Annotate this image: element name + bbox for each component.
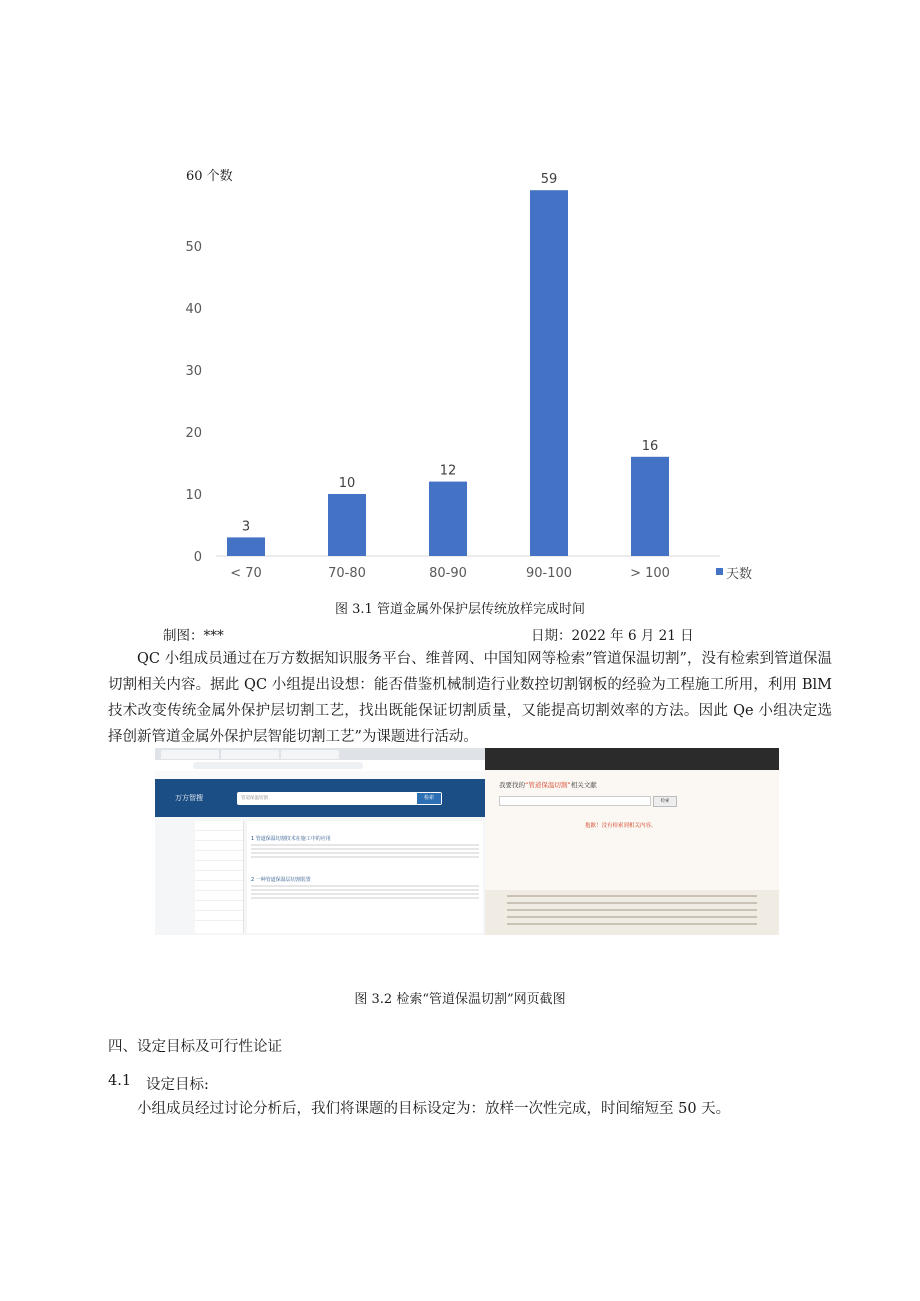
figure-caption-2: 图 3.2 检索“管道保温切割”网页截图 <box>354 992 566 1007</box>
figure-caption-1: 图 3.1 管道金属外保护层传统放样完成时间 <box>335 602 585 617</box>
y-tick-label: 0 <box>193 550 202 565</box>
url-field <box>193 762 363 769</box>
search-field <box>499 796 651 806</box>
figure-date: 日期：2022 年 6 月 21 日 <box>531 628 694 644</box>
search-screenshot <box>155 748 779 935</box>
x-category-label: 90-100 <box>525 566 573 581</box>
y-tick-label: 30 <box>185 364 202 379</box>
subsection-number: 4.1 <box>108 1073 132 1089</box>
bar-value-label: 10 <box>338 476 356 491</box>
result-title: 2 一种管道保温层切割装置 <box>251 877 311 883</box>
bar-value-label: 12 <box>439 463 457 479</box>
site-footer <box>485 890 779 935</box>
no-result-message: 抱歉！没有检索到相关内容。 <box>585 823 657 829</box>
bar <box>631 457 669 556</box>
browser-tab <box>161 750 219 759</box>
y-tick-label: 40 <box>185 302 202 317</box>
browser-tab <box>221 750 279 759</box>
browser-tab <box>281 750 339 759</box>
subsection-title: 设定目标: <box>146 1077 209 1093</box>
site-header <box>485 748 779 770</box>
y-tick-label: 50 <box>185 240 202 255</box>
site-logo: 万方智搜 <box>175 794 203 802</box>
search-button: 检索 <box>417 793 441 804</box>
result-list <box>247 821 483 933</box>
bar-value-label: 59 <box>540 172 558 188</box>
weipu-window <box>485 748 779 935</box>
bar-value-label: 3 <box>241 519 251 535</box>
wanfang-window <box>155 748 485 935</box>
legend <box>716 566 752 582</box>
search-heading: 我要找的“管道保温切割”相关文献 <box>499 781 597 789</box>
bar <box>429 482 467 556</box>
section-heading: 四、设定目标及可行性论证 <box>108 1039 282 1055</box>
bar-chart <box>180 160 780 590</box>
bar <box>328 494 366 556</box>
bar <box>227 537 265 556</box>
bar <box>530 190 568 556</box>
x-category-label: 80-90 <box>429 566 467 581</box>
x-category-label: 70-80 <box>328 566 366 581</box>
legend-label: 天数 <box>726 567 753 582</box>
x-category-label: < 70 <box>230 566 262 581</box>
x-category-label: > 100 <box>630 566 670 581</box>
browser-tab-strip <box>155 748 485 760</box>
body-paragraph: QC 小组成员通过在万方数据知识服务平台、维普网、中国知网等检索”管道保温切割”，没有检索到管道保温切割相关内容。据此 QC 小组提出设想：能否借鉴机械制造行业数控切割钢板的经验为工程施工所用，利用 BlM 技术改变传统金属外保护层切割工艺，找出既能保证切割质量，又能提高切割效率的方法。因此 Qe 小组决定选择创新管道金属外保护层智能切割工艺”为课题进行活动。 <box>108 651 832 745</box>
y-unit-label: 60 个数 <box>186 169 233 184</box>
goal-paragraph: 小组成员经过讨论分析后，我们将课题的目标设定为：放样一次性完成，时间缩短至 50 天。 <box>137 1101 731 1117</box>
figure-author: 制图：*** <box>163 628 224 644</box>
filter-sidebar <box>195 821 244 933</box>
site-banner <box>155 779 485 817</box>
y-tick-label: 10 <box>185 488 202 503</box>
search-button: 检索 <box>653 796 677 807</box>
y-tick-label: 20 <box>185 426 202 441</box>
search-box <box>237 792 442 805</box>
bar-value-label: 16 <box>641 438 659 454</box>
result-title: 1 管道保温切割技术在施工中的应用 <box>251 836 331 842</box>
search-text: 管道保温切割 <box>241 796 268 801</box>
legend-swatch <box>716 568 723 575</box>
